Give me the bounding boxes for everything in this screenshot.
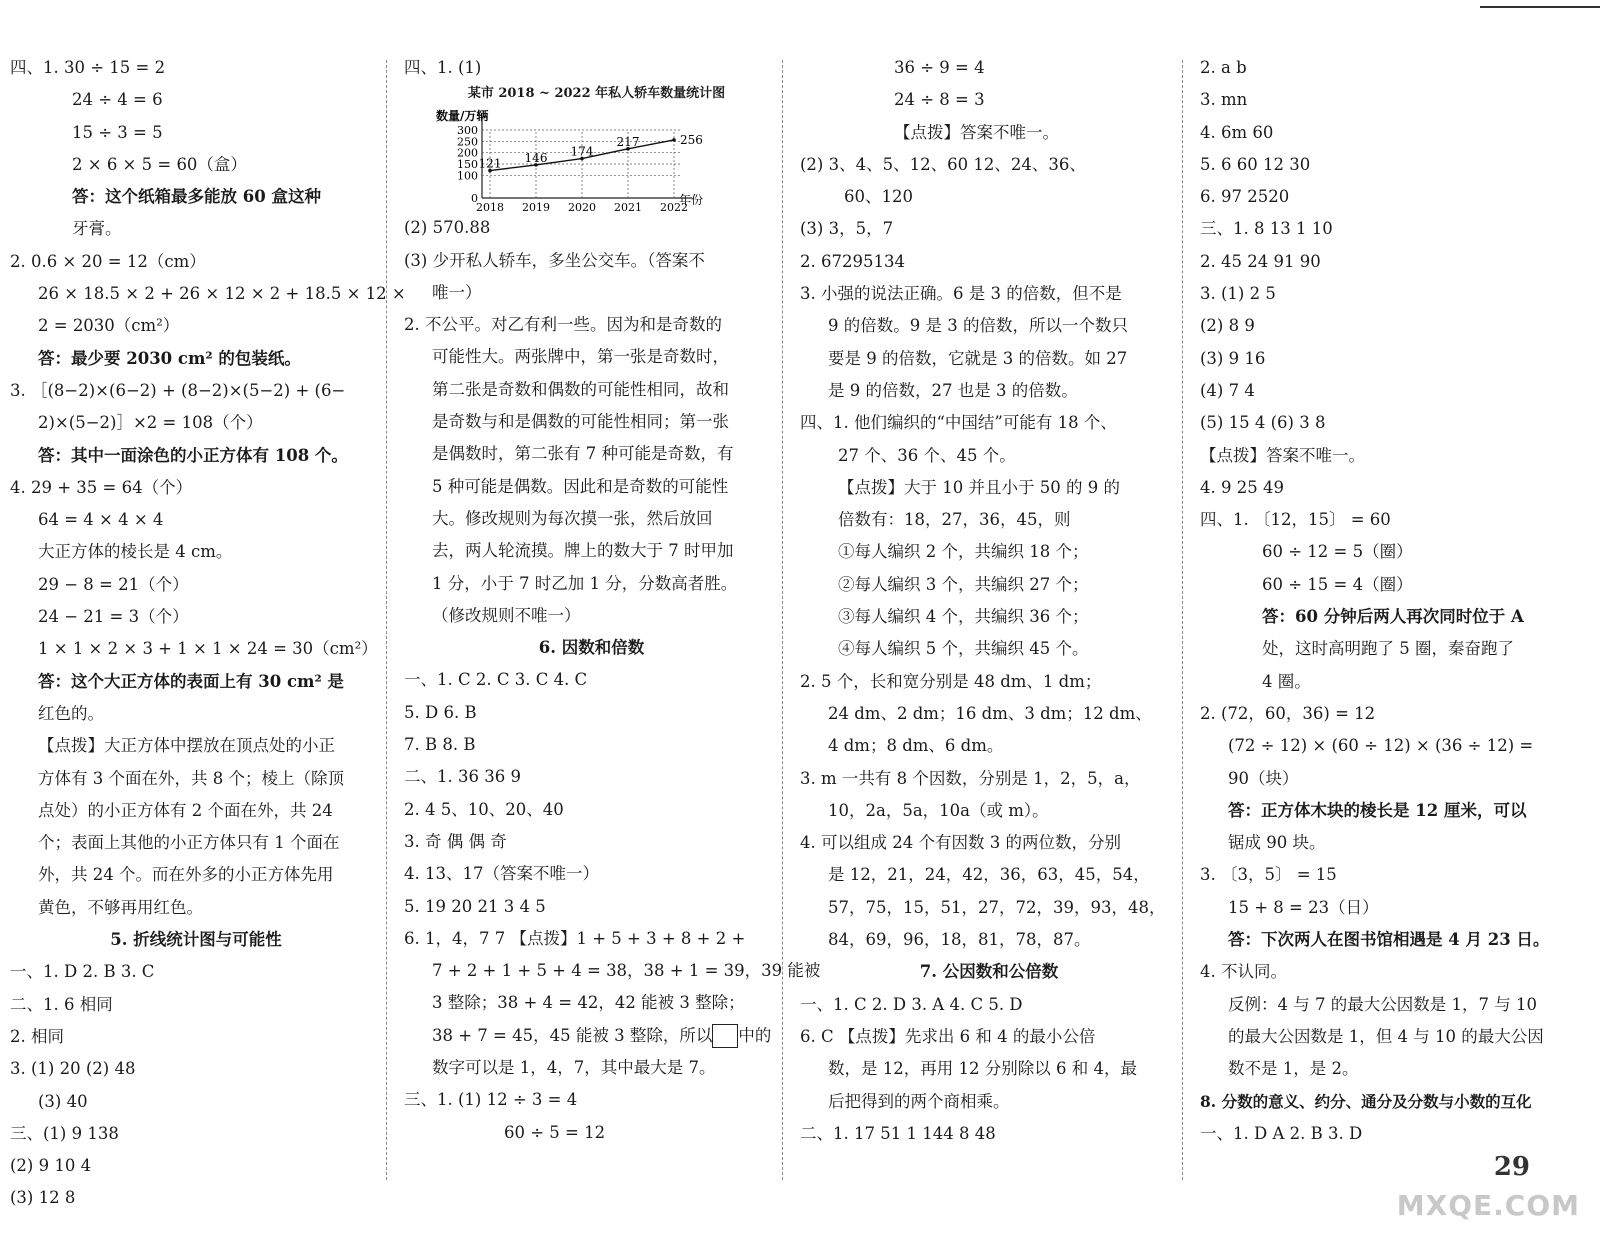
answer-line: 三、1. (1) 12 ÷ 3 = 4 (404, 1090, 578, 1110)
answer-line: 5. 19 20 21 3 4 5 (404, 896, 546, 916)
data-label: 256 (680, 133, 703, 148)
answer-line: 6. C 【点拨】先求出 6 和 4 的最小公倍 (800, 1026, 1096, 1046)
hint-line: 方体有 3 个面在外，共 8 个；棱上（除顶 (38, 768, 344, 788)
answer-line: 27 个、36 个、45 个。 (838, 445, 1016, 465)
answer-column-2 (404, 52, 821, 1149)
answer-line: 90（块） (1228, 768, 1299, 788)
answer-line: 7 + 2 + 1 + 5 + 4 = 38，38 + 1 = 39，39 能被 (432, 961, 821, 981)
answer-line: 2)×(5−2)］×2 = 108（个） (38, 413, 263, 433)
answer-line: 答：下次两人在图书馆相遇是 4 月 23 日。 (1228, 930, 1550, 950)
answer-line: 6. 1，4，7 7 【点拨】1 + 5 + 3 + 8 + 2 + (404, 928, 746, 948)
answer-line: 三、1. 8 13 1 10 (1200, 219, 1333, 239)
answer-line: 60 ÷ 12 = 5（圈） (1262, 542, 1413, 562)
answer-line: 5. D 6. B (404, 702, 477, 722)
hint-line: ②每人编织 3 个，共编织 27 个； (838, 574, 1089, 594)
answer-line: 处，这时高明跑了 5 圈，秦奋跑了 (1262, 639, 1514, 659)
answer-line: 24 − 21 = 3（个） (38, 607, 189, 627)
answer-line: 一、1. D A 2. B 3. D (1200, 1123, 1363, 1143)
answer-line: 24 ÷ 4 = 6 (72, 90, 163, 110)
answer-line: 24 ÷ 8 = 3 (894, 90, 985, 110)
answer-line-part: 中的 (738, 1025, 772, 1045)
answer-line: 60 ÷ 15 = 4（圈） (1262, 574, 1413, 594)
answer-line: 是 9 的倍数，27 也是 3 的倍数。 (828, 380, 1078, 400)
chart-title: 某市 2018 ~ 2022 年私人轿车数量统计图 (467, 86, 726, 102)
y-axis-label: 数量/万辆 (436, 109, 489, 124)
watermark-logo: MXQE.COM (1396, 1189, 1580, 1222)
answer-line: 60、120 (844, 187, 913, 207)
answer-line: 四、1. (1) (404, 58, 482, 77)
answer-line: （修改规则不唯一） (432, 605, 581, 625)
answer-line: 可能性大。两张牌中，第一张是奇数时， (432, 347, 729, 367)
column-divider (1182, 60, 1183, 1180)
answer-line: 26 × 18.5 × 2 + 26 × 12 × 2 + 18.5 × 12 × (38, 284, 406, 304)
answer-line: 29 − 8 = 21（个） (38, 574, 189, 594)
answer-line: 2 = 2030（cm²） (38, 316, 180, 336)
answer-line: 答：这个纸箱最多能放 60 盒这种 (72, 187, 321, 207)
answer-line: (2) 3、4、5、12、60 12、24、36、 (800, 154, 1086, 174)
data-label: 121 (478, 156, 502, 171)
section-heading: 7. 公因数和公倍数 (919, 962, 1059, 982)
answer-line: 1 × 1 × 2 × 3 + 1 × 1 × 24 = 30（cm²） (38, 639, 378, 659)
x-tick-label: 2018 (476, 201, 504, 215)
data-point (672, 138, 676, 142)
answer-line: 答：60 分钟后两人再次同时位于 A (1262, 607, 1524, 627)
answer-line: (5) 15 4 (6) 3 8 (1200, 413, 1326, 433)
answer-line: (2) 570.88 (404, 218, 491, 238)
hint-line: 【点拨】大于 10 并且小于 50 的 9 的 (838, 477, 1120, 497)
hint-line: 个；表面上其他的小正方体只有 1 个面在 (38, 833, 340, 853)
top-right-rule (1480, 6, 1600, 8)
data-label: 174 (570, 144, 594, 159)
answer-line: (3) 40 (38, 1091, 88, 1111)
hint-line: ④每人编织 5 个，共编织 45 个。 (838, 639, 1089, 659)
answer-line: 10，2a，5a，10a（或 m）。 (828, 800, 1049, 820)
y-tick-label: 0 (471, 192, 478, 206)
answer-line: 15 ÷ 3 = 5 (72, 122, 163, 142)
answer-line: 红色的。 (38, 703, 104, 723)
y-tick-label: 300 (457, 124, 478, 138)
page-number: 29 (1493, 1152, 1530, 1182)
answer-line: 9 的倍数。9 是 3 的倍数，所以一个数只 (828, 316, 1128, 336)
answer-line: 3. 小强的说法正确。6 是 3 的倍数，但不是 (800, 284, 1122, 304)
answer-line: 一、1. C 2. C 3. C 4. C (404, 670, 588, 690)
answer-line: 4. 6m 60 (1200, 122, 1274, 142)
answer-line: (3) 9 16 (1200, 348, 1266, 368)
answer-line: 数，是 12，再用 12 分别除以 6 和 4，最 (828, 1059, 1137, 1079)
answer-line: 36 ÷ 9 = 4 (894, 58, 985, 77)
answer-line: 2. 4 5、10、20、40 (404, 799, 564, 819)
answer-line: 3. mn (1200, 90, 1248, 110)
answer-line: 4 圈。 (1262, 671, 1311, 691)
answer-line: 2. a b (1200, 58, 1247, 77)
answer-line: 后把得到的两个商相乘。 (828, 1091, 1010, 1111)
y-tick-label: 250 (457, 135, 478, 149)
answer-line: 二、1. 6 相同 (10, 994, 113, 1014)
answer-line: 第二张是奇数和偶数的可能性相同，故和 (432, 379, 729, 399)
answer-line: (4) 7 4 (1200, 380, 1255, 400)
y-tick-label: 150 (457, 158, 478, 172)
answer-line: 唯一） (432, 282, 482, 302)
column-divider (386, 60, 387, 1180)
answer-line: 二、1. 17 51 1 144 8 48 (800, 1123, 996, 1143)
answer-line: 答：最少要 2030 cm² 的包装纸。 (38, 348, 301, 368)
answer-line: 4. 可以组成 24 个有因数 3 的两位数，分别 (800, 833, 1121, 853)
answer-line: 60 ÷ 5 = 12 (504, 1122, 606, 1142)
answer-line: 2. (72，60，36) = 12 (1200, 703, 1376, 723)
x-tick-label: 2020 (568, 201, 596, 215)
answer-line: 2. 不公平。对乙有利一些。因为和是奇数的 (404, 315, 722, 335)
answer-line: (2) 8 9 (1200, 316, 1255, 336)
answer-line: 3. (1) 20 (2) 48 (10, 1059, 136, 1079)
answer-line: 二、1. 36 36 9 (404, 767, 521, 787)
answer-line: 4. 13、17（答案不唯一） (404, 864, 599, 884)
answer-line: 一、1. D 2. B 3. C (10, 962, 155, 982)
answer-line: 3 整除；38 + 4 = 42，42 能被 3 整除； (432, 993, 745, 1013)
answer-line: 2. 67295134 (800, 251, 905, 271)
answer-line: (3) 3，5，7 (800, 219, 894, 239)
answer-line: 反例：4 与 7 的最大公因数是 1，7 与 10 (1228, 994, 1537, 1014)
answer-line: 2. 5 个，长和宽分别是 48 dm、1 dm； (800, 671, 1102, 691)
x-tick-label: 2021 (614, 201, 642, 215)
answer-line: 锯成 90 块。 (1228, 833, 1326, 853)
hint-line: 【点拨】大正方体中摆放在顶点处的小正 (38, 736, 335, 756)
answer-line: (3) 12 8 (10, 1188, 76, 1208)
answer-line: 数字可以是 1，4，7，其中最大是 7。 (432, 1058, 716, 1078)
answer-line: 2. 45 24 91 90 (1200, 251, 1321, 271)
answer-line: 四、1. 30 ÷ 15 = 2 (10, 58, 166, 77)
answer-line: 牙膏。 (72, 219, 122, 239)
answer-column-3 (800, 52, 1178, 1150)
answer-line: 答：正方体木块的棱长是 12 厘米，可以 (1228, 800, 1527, 820)
answer-line: 64 = 4 × 4 × 4 (38, 510, 164, 530)
x-tick-label: 2019 (522, 201, 550, 215)
answer-line: 3. m 一共有 8 个因数，分别是 1，2，5，a， (800, 768, 1141, 788)
answer-line: 四、1. 〔12，15〕 = 60 (1200, 510, 1391, 530)
answer-line: 去，两人轮流摸。牌上的数大于 7 时甲加 (432, 541, 734, 561)
hint-line: ①每人编织 2 个，共编织 18 个； (838, 542, 1089, 562)
y-tick-label: 200 (457, 146, 478, 160)
answer-line: 4. 29 + 35 = 64（个） (10, 477, 193, 497)
answer-column-4 (1200, 52, 1592, 1150)
answer-line: 5 种可能是偶数。因此和是奇数的可能性 (432, 476, 729, 496)
answer-line: 三、(1) 9 138 (10, 1123, 119, 1143)
answer-line: (2) 9 10 4 (10, 1156, 92, 1176)
blank-box (712, 1024, 738, 1048)
answer-line: 84，69，96，18，81，78，87。 (828, 930, 1091, 950)
data-label: 217 (616, 135, 640, 150)
answer-line: 大。修改规则为每次摸一张，然后放回 (432, 508, 713, 528)
answer-line: 数不是 1，是 2。 (1228, 1059, 1359, 1079)
answer-line: 一、1. C 2. D 3. A 4. C 5. D (800, 994, 1023, 1014)
answer-line: 大正方体的棱长是 4 cm。 (38, 542, 233, 562)
section-heading: 8. 分数的意义、约分、通分及分数与小数的互化 (1200, 1091, 1532, 1111)
answer-line: 57，75，15，51，27，72，39，93，48， (828, 897, 1166, 917)
answer-line: 4 dm；8 dm、6 dm。 (828, 736, 1004, 756)
answer-line: 7. B 8. B (404, 735, 476, 755)
answer-line: 5. 6 60 12 30 (1200, 154, 1311, 174)
hint-line: 倍数有：18，27，36，45，则 (838, 510, 1071, 530)
answer-line: 四、1. 他们编织的“中国结”可能有 18 个、 (800, 413, 1117, 433)
y-tick-label: 100 (457, 169, 478, 183)
hint-line: 【点拨】答案不唯一。 (1200, 445, 1365, 465)
answer-line: 24 dm、2 dm；16 dm、3 dm；12 dm、 (828, 703, 1152, 723)
answer-line: 4. 9 25 49 (1200, 477, 1284, 497)
answer-line: 是奇数与和是偶数的可能性相同；第一张 (432, 412, 729, 432)
chart-svg (424, 104, 754, 224)
answer-line: 1 分，小于 7 时乙加 1 分，分数高者胜。 (432, 573, 738, 593)
answer-line: 要是 9 的倍数，它就是 3 的倍数。如 27 (828, 348, 1128, 368)
answer-line-part: 38 + 7 = 45，45 能被 3 整除，所以 (432, 1025, 713, 1045)
answer-line: 15 + 8 = 23（日） (1228, 897, 1379, 917)
hint-line: 【点拨】答案不唯一。 (894, 122, 1059, 142)
hint-line: 黄色，不够再用红色。 (38, 897, 203, 917)
answer-line: 2 × 6 × 5 = 60（盒） (72, 154, 247, 174)
answer-line (404, 1020, 779, 1052)
column-divider (782, 60, 783, 1180)
answer-line: 3. ［(8−2)×(6−2) + (8−2)×(5−2) + (6− (10, 380, 346, 400)
section-heading: 5. 折线统计图与可能性 (110, 930, 282, 950)
section-heading: 6. 因数和倍数 (538, 638, 645, 658)
hint-line: 点处）的小正方体有 2 个面在外，共 24 (38, 800, 333, 820)
x-tick-label: 2022 (660, 201, 688, 215)
answer-line: 3. (1) 2 5 (1200, 284, 1276, 304)
answer-column-1 (10, 52, 406, 1215)
answer-line: (3) 少开私人轿车，多坐公交车。（答案不 (404, 250, 705, 270)
hint-line: 外，共 24 个。而在外多的小正方体先用 (38, 865, 334, 885)
answer-line: 3. 奇 偶 偶 奇 (404, 831, 507, 851)
answer-line: 6. 97 2520 (1200, 187, 1290, 207)
answer-line: (72 ÷ 12) × (60 ÷ 12) × (36 ÷ 12) = (1228, 736, 1534, 756)
hint-line: ③每人编织 4 个，共编织 36 个； (838, 607, 1089, 627)
answer-line: 2. 0.6 × 20 = 12（cm） (10, 251, 206, 271)
answer-line: 答：其中一面涂色的小正方体有 108 个。 (38, 445, 348, 465)
answer-line: 是 12，21，24，42，36，63，45，54， (828, 865, 1150, 885)
answer-line: 4. 不认同。 (1200, 962, 1287, 982)
answer-line: 答：这个大正方体的表面上有 30 cm² 是 (38, 671, 344, 691)
answer-line: 3. 〔3，5〕 = 15 (1200, 865, 1337, 885)
answer-line: 是偶数时，第二张有 7 种可能是奇数，有 (432, 444, 734, 464)
answer-line: 的最大公因数是 1，但 4 与 10 的最大公因 (1228, 1026, 1544, 1046)
x-axis-label: 年份 (679, 193, 704, 208)
data-label: 146 (524, 151, 548, 166)
answer-line: 2. 相同 (10, 1026, 64, 1046)
line-chart (404, 84, 779, 215)
